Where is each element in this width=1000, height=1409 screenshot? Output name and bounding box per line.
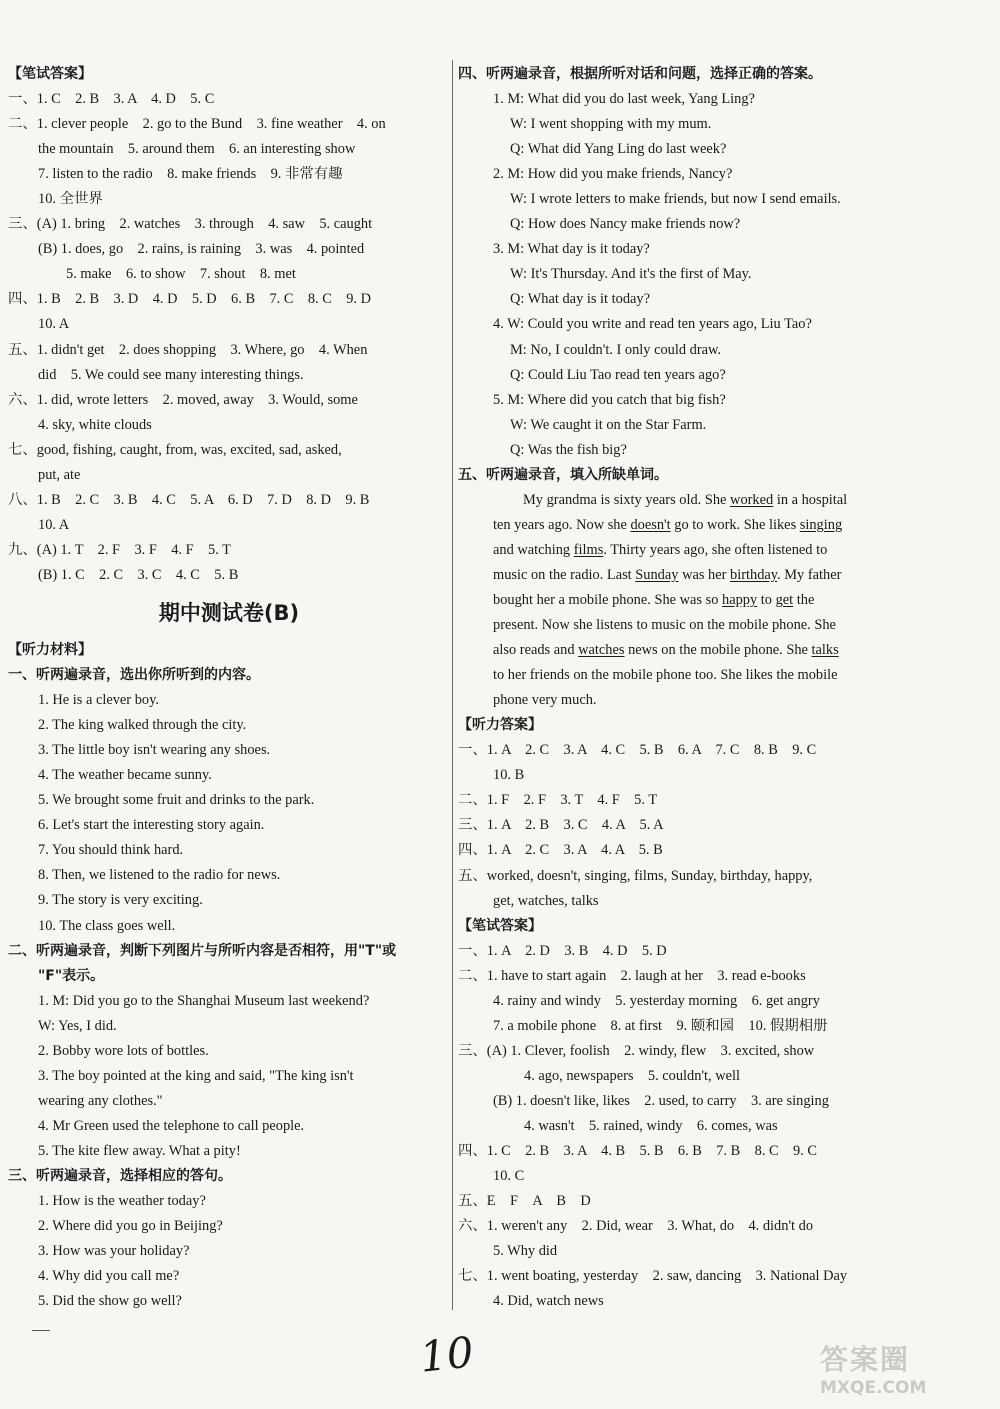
passage-text: My grandma is sixty years old. She (523, 491, 731, 508)
text-line: 3. How was your holiday? (38, 1243, 190, 1260)
filled-blank-word: films (573, 541, 604, 558)
section-heading: 【笔试答案】 (8, 66, 92, 82)
text-line: 3. M: What day is it today? (493, 241, 650, 258)
text-line: 四、1. A 2. C 3. A 4. A 5. B (458, 842, 663, 859)
text-line: 二、1. have to start again 2. laugh at her 3. read e-books (458, 967, 806, 984)
text-line: the mountain 5. around them 6. an interesting show (38, 141, 356, 158)
text-line: 4. The weather became sunny. (38, 767, 212, 784)
left-column (8, 62, 450, 1314)
text-line: W: We caught it on the Star Farm. (510, 416, 707, 433)
text-line: 4. Mr Green used the telephone to call people. (38, 1117, 305, 1134)
section-heading: 一、听两遍录音，选出你所听到的内容。 (8, 667, 260, 684)
text-line: 4. Why did you call me? (38, 1268, 180, 1285)
text-line: did 5. We could see many interesting things. (38, 366, 304, 383)
filled-blank-word: worked (730, 491, 774, 508)
section-heading: 二、听两遍录音，判断下列图片与所听内容是否相符，用"T"或 (8, 942, 397, 959)
text-line: 5. The kite flew away. What a pity! (38, 1142, 241, 1159)
text-line: 五、1. didn't get 2. does shopping 3. Where, go 4. When (8, 341, 368, 358)
text-line: 八、1. B 2. C 3. B 4. C 5. A 6. D 7. D 8. D 9. B (8, 491, 370, 508)
text-line: get, watches, talks (493, 892, 599, 909)
section-heading: 四、听两遍录音，根据所听对话和问题，选择正确的答案。 (458, 66, 822, 82)
filled-blank-word: Sunday (635, 566, 679, 583)
filled-blank-word: get (775, 591, 794, 608)
text-line: 5. Why did (493, 1243, 558, 1260)
text-line: 一、1. A 2. C 3. A 4. C 5. B 6. A 7. C 8. B 9. C (458, 742, 817, 759)
text-line: 九、(A) 1. T 2. F 3. F 4. F 5. T (8, 541, 231, 558)
filled-blank-word: happy (722, 591, 758, 608)
text-line: wearing any clothes." (38, 1092, 163, 1109)
text-line: Q: Could Liu Tao read ten years ago? (510, 366, 726, 383)
text-line: 4. ago, newspapers 5. couldn't, well (524, 1067, 741, 1084)
text-line: Q: How does Nancy make friends now? (510, 216, 741, 233)
text-line: 七、good, fishing, caught, from, was, excited, sad, asked, (8, 441, 342, 458)
passage-text: was her (678, 566, 731, 583)
section-title: 期中测试卷(B) (158, 600, 300, 625)
section-heading: 五、听两遍录音，填入所缺单词。 (458, 466, 668, 483)
text-line: 2. Bobby wore lots of bottles. (38, 1042, 209, 1059)
text-line: 一、1. A 2. D 3. B 4. D 5. D (458, 942, 667, 959)
text-line: 六、1. did, wrote letters 2. moved, away 3. Would, some (8, 391, 358, 408)
watermark-url: MXQE.COM (820, 1378, 927, 1398)
passage-text: the (793, 591, 815, 608)
text-line: 一、1. C 2. B 3. A 4. D 5. C (8, 91, 215, 108)
section-heading: "F"表示。 (38, 967, 105, 984)
text-line: 1. M: What did you do last week, Yang Ling? (493, 91, 755, 108)
text-line: 5. make 6. to show 7. shout 8. met (66, 266, 296, 283)
text-line (458, 638, 903, 663)
section-heading: 【笔试答案】 (458, 917, 542, 934)
text-line: 4. wasn't 5. rained, windy 6. comes, was (524, 1117, 778, 1134)
text-line (458, 563, 903, 588)
text-line (458, 538, 903, 563)
text-line: 四、1. C 2. B 3. A 4. B 5. B 6. B 7. B 8. C 9. C (458, 1143, 818, 1160)
passage-text: also reads and (493, 642, 579, 659)
watermark-title: 答案圈 (820, 1343, 911, 1376)
text-line: phone very much. (493, 692, 597, 709)
text-line: W: Yes, I did. (38, 1017, 117, 1034)
text-line: 1. M: Did you go to the Shanghai Museum last weekend? (38, 992, 370, 1009)
text-line: put, ate (38, 466, 81, 483)
text-line: 10. A (38, 516, 70, 533)
text-line: 7. You should think hard. (38, 842, 184, 859)
text-line (458, 513, 903, 538)
section-heading: 【听力材料】 (8, 641, 92, 658)
right-column (458, 62, 903, 1314)
text-line (458, 588, 903, 613)
text-line: W: It's Thursday. And it's the first of May. (510, 266, 752, 283)
text-line: 5. M: Where did you catch that big fish? (493, 391, 726, 408)
text-line: Q: Was the fish big? (510, 441, 627, 458)
text-line: 六、1. weren't any 2. Did, wear 3. What, do 4. didn't do (458, 1218, 814, 1235)
filled-blank-word: singing (799, 516, 843, 533)
text-line: 4. sky, white clouds (38, 416, 152, 433)
text-line: 五、E F A B D (458, 1193, 591, 1210)
text-line: 10. C (493, 1168, 525, 1185)
text-line: 三、(A) 1. Clever, foolish 2. windy, flew 3. excited, show (458, 1042, 815, 1059)
text-line: Q: What did Yang Ling do last week? (510, 141, 727, 158)
text-line: present. Now she listens to music on the mobile phone. She (493, 617, 836, 634)
text-line: 五、worked, doesn't, singing, films, Sunday, birthday, happy, (458, 867, 813, 884)
text-line: 2. M: How did you make friends, Nancy? (493, 166, 733, 183)
filled-blank-word: talks (811, 642, 839, 659)
text-line: to her friends on the mobile phone too. She likes the mobile (493, 667, 838, 684)
page-number: 10 (417, 1327, 476, 1382)
text-line: 2. The king walked through the city. (38, 717, 247, 734)
text-line: 三、(A) 1. bring 2. watches 3. through 4. saw 5. caught (8, 216, 373, 233)
text-line: 1. He is a clever boy. (38, 692, 159, 709)
passage-text: . Thirty years ago, she often listened to (603, 541, 828, 558)
passage-text: bought her a mobile phone. She was so (493, 591, 723, 608)
text-line: 10. 全世界 (38, 191, 103, 208)
text-line: W: I went shopping with my mum. (510, 116, 712, 133)
passage-text: news on the mobile phone. She (624, 642, 812, 659)
passage-text: to (757, 591, 776, 608)
text-line: 6. Let's start the interesting story again. (38, 817, 265, 834)
text-line: 5. Did the show go well? (38, 1293, 182, 1310)
text-line: 8. Then, we listened to the radio for news. (38, 867, 281, 884)
text-line: 4. Did, watch news (493, 1293, 604, 1310)
passage-text: ten years ago. Now she (493, 516, 631, 533)
section-heading: 三、听两遍录音，选择相应的答句。 (8, 1167, 232, 1184)
section-heading: 【听力答案】 (458, 717, 542, 734)
watermark-logo (820, 1338, 980, 1402)
passage-text: and watching (493, 541, 574, 558)
text-line: 10. B (493, 767, 525, 784)
text-line: 2. Where did you go in Beijing? (38, 1218, 223, 1235)
passage-text: music on the radio. Last (493, 566, 636, 583)
text-line: 5. We brought some fruit and drinks to the park. (38, 792, 315, 809)
text-line: 9. The story is very exciting. (38, 892, 203, 909)
text-line: 10. A (38, 316, 70, 333)
text-line: W: I wrote letters to make friends, but now I send emails. (510, 191, 841, 208)
filled-blank-word: doesn't (630, 516, 671, 533)
text-line: Q: What day is it today? (510, 291, 651, 308)
passage-text: . My father (777, 566, 842, 583)
filled-blank-word: birthday (730, 566, 778, 583)
text-line: 4. W: Could you write and read ten years ago, Liu Tao? (493, 316, 812, 333)
text-line: 7. listen to the radio 8. make friends 9. 非常有趣 (38, 166, 343, 183)
text-line: (B) 1. C 2. C 3. C 4. C 5. B (38, 566, 239, 583)
text-line: 二、1. clever people 2. go to the Bund 3. fine weather 4. on (8, 116, 386, 133)
text-line: (B) 1. doesn't like, likes 2. used, to carry 3. are singing (493, 1092, 829, 1109)
footer-dash (32, 1330, 50, 1331)
filled-blank-word: watches (578, 642, 625, 659)
text-line (458, 488, 903, 513)
text-line: 三、1. A 2. B 3. C 4. A 5. A (458, 817, 664, 834)
text-line: 3. The little boy isn't wearing any shoes. (38, 742, 271, 759)
passage-text: in a hospital (773, 491, 848, 508)
text-line: (B) 1. does, go 2. rains, is raining 3. was 4. pointed (38, 241, 365, 258)
text-line: 4. rainy and windy 5. yesterday morning 6. get angry (493, 992, 820, 1009)
text-line: 四、1. B 2. B 3. D 4. D 5. D 6. B 7. C 8. C 9. D (8, 291, 371, 308)
text-line: 3. The boy pointed at the king and said, "The king isn't (38, 1067, 354, 1084)
passage-text: go to work. She likes (670, 516, 800, 533)
text-line: 七、1. went boating, yesterday 2. saw, dancing 3. National Day (458, 1268, 848, 1285)
text-line: M: No, I couldn't. I only could draw. (510, 341, 722, 358)
text-line: 二、1. F 2. F 3. T 4. F 5. T (458, 792, 658, 809)
text-line: 7. a mobile phone 8. at first 9. 颐和园 10. 假期相册 (493, 1017, 828, 1034)
column-divider (452, 60, 453, 1310)
text-line: 10. The class goes well. (38, 917, 176, 934)
text-line: 1. How is the weather today? (38, 1193, 206, 1210)
